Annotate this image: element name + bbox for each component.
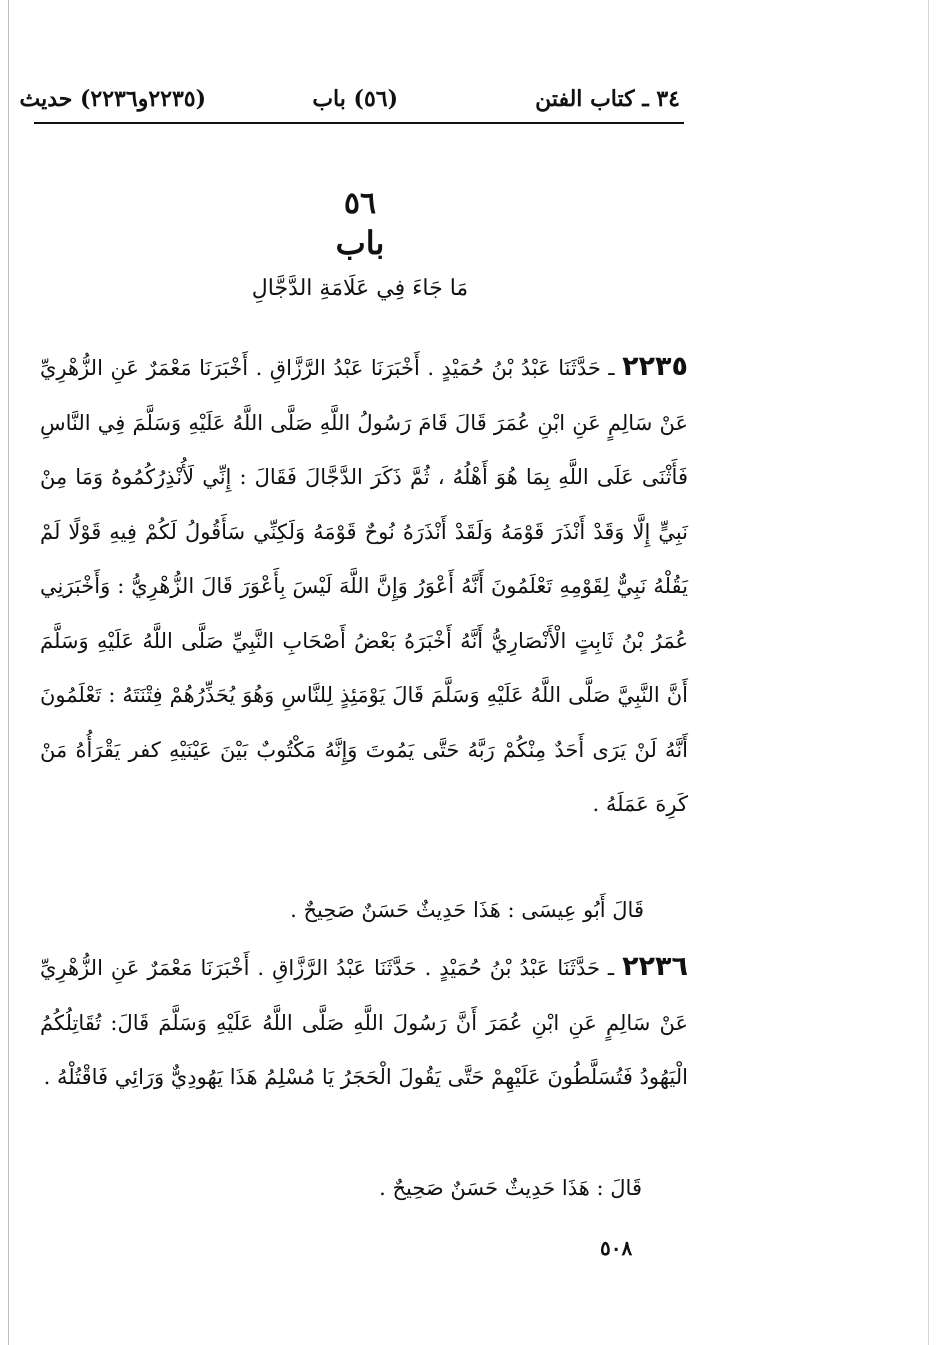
page-number: ٥٠٨: [600, 1236, 633, 1260]
hadith-paragraph: [40, 940, 688, 1105]
chapter-title: مَا جَاءَ فِي عَلَامَةِ الدَّجَّالِ: [251, 276, 469, 301]
hadith-paragraph: [40, 340, 688, 832]
chapter-heading: باب: [335, 224, 385, 262]
header-hadith-range: (٢٢٣٥و٢٢٣٦) حديث: [19, 86, 206, 112]
header-chapter-label: (٥٦) باب: [312, 86, 398, 112]
header-book-title: ٣٤ ـ كتاب الفتن: [535, 86, 680, 112]
header-rule: [34, 122, 684, 124]
hadith-grading: قَالَ : هَذَا حَدِيثٌ حَسَنٌ صَحِيحٌ .: [379, 1176, 642, 1200]
hadith-grading: قَالَ أَبُو عِيسَى : هَذَا حَدِيثٌ حَسَنٌ صَحِيحٌ .: [290, 898, 644, 922]
scan-edge-right: [928, 0, 929, 1345]
running-header: [19, 82, 684, 116]
hadith-number: ٢٢٣٦: [622, 951, 688, 982]
hadith-text: ـ حَدَّثَنَا عَبْدُ بْنُ حُمَيْدٍ . أَخْبَرَنَا عَبْدُ الرَّزَّاقِ . أَخْبَرَنَا مَعْمَرٌ عَنِ الزُّهْرِيِّ عَنْ سَالِمٍ عَنِ ابْنِ عُمَرَ قَالَ قَامَ رَسُولُ اللَّهِ صَلَّى اللَّهُ عَلَيْهِ وَسَلَّمَ فِي النَّاسِ فَأَثْنَى عَلَى اللَّهِ بِمَا هُوَ أَهْلُهُ ، ثُمَّ ذَكَرَ الدَّجَّالَ فَقَالَ : إِنِّي لَأُنْذِرُكُمُوهُ وَمَا مِنْ نَبِيٍّ إِلَّا وَقَدْ أَنْذَرَ قَوْمَهُ وَلَقَدْ أَنْذَرَهُ نُوحٌ قَوْمَهُ وَلَكِنِّي سَأَقُولُ لَكُمْ فِيهِ قَوْلًا لَمْ يَقُلْهُ نَبِيٌّ لِقَوْمِهِ تَعْلَمُونَ أَنَّهُ أَعْوَرُ وَإِنَّ اللَّهَ لَيْسَ بِأَعْوَرَ قَالَ الزُّهْرِيُّ : وَأَخْبَرَنِي عُمَرُ بْنُ ثَابِتٍ الْأَنْصَارِيُّ أَنَّهُ أَخْبَرَهُ بَعْضُ أَصْحَابِ النَّبِيِّ صَلَّى اللَّهُ عَلَيْهِ وَسَلَّمَ أَنَّ النَّبِيَّ صَلَّى اللَّهُ عَلَيْهِ وَسَلَّمَ قَالَ يَوْمَئِذٍ لِلنَّاسِ وَهُوَ يُحَذِّرُهُمْ فِتْنَتَهُ : تَعْلَمُونَ أَنَّهُ لَنْ يَرَى أَحَدٌ مِنْكُمْ رَبَّهُ حَتَّى يَمُوتَ وَإِنَّهُ مَكْتُوبٌ بَيْنَ عَيْنَيْهِ كفر يَقْرَأُهُ مَنْ كَرِهَ عَمَلَهُ .: [40, 356, 688, 816]
hadith-number: ٢٢٣٥: [622, 351, 688, 382]
hadith-text: ـ حَدَّثَنَا عَبْدُ بْنُ حُمَيْدٍ . حَدَّثَنَا عَبْدُ الرَّزَّاقِ . أَخْبَرَنَا مَعْمَرٌ عَنِ الزُّهْرِيِّ عَنْ سَالِمٍ عَنِ ابْنِ عُمَرَ أَنَّ رَسُولَ اللَّهِ صَلَّى اللَّهُ عَلَيْهِ وَسَلَّمَ قَالَ: تُقَاتِلُكُمُ الْيَهُودُ فَتُسَلَّطُونَ عَلَيْهِمْ حَتَّى يَقُولَ الْحَجَرُ يَا مُسْلِمُ هَذَا يَهُودِيٌّ وَرَائِي فَاقْتُلْهُ .: [40, 956, 688, 1089]
scan-edge-left: [8, 0, 9, 1345]
chapter-number: ٥٦: [343, 186, 377, 221]
